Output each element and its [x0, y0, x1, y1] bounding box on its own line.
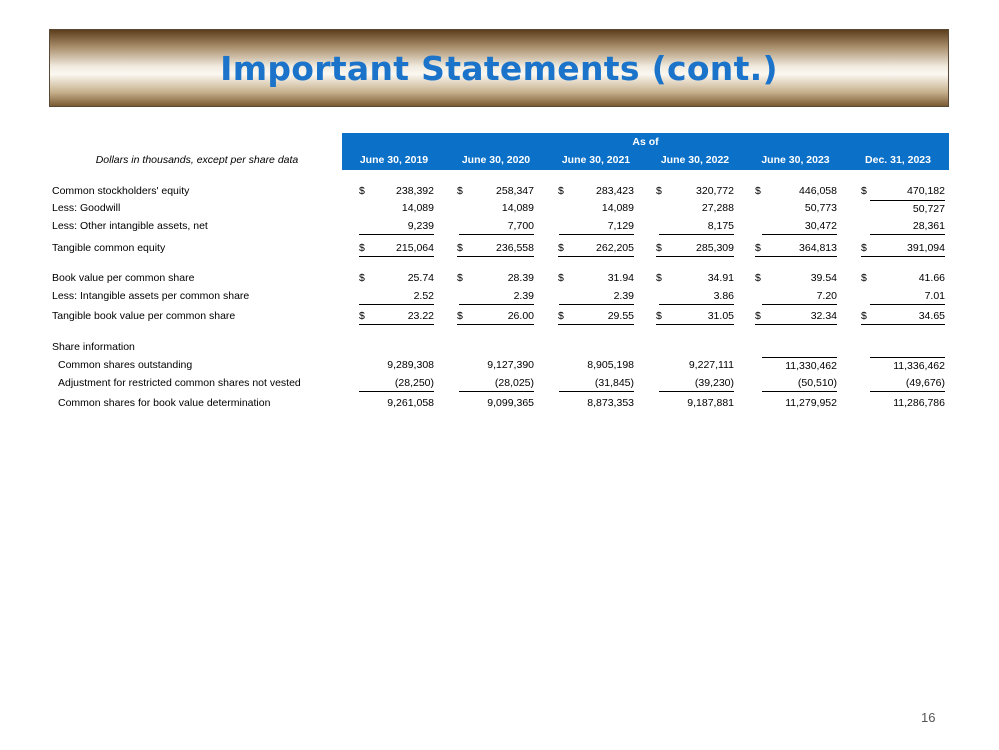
- table-cell: [559, 357, 634, 373]
- cell-value: 31.94: [607, 272, 634, 284]
- table-cell: [359, 308, 434, 325]
- equity-row: [52, 183, 949, 199]
- cell-value: 34.65: [918, 310, 945, 322]
- cell-value: 28,361: [912, 220, 945, 232]
- cell-value: 391,094: [907, 242, 945, 254]
- cell-value: 39.54: [810, 272, 837, 284]
- currency-symbol: $: [457, 242, 463, 254]
- currency-symbol: $: [861, 272, 867, 284]
- currency-symbol: $: [457, 272, 463, 284]
- column-header: June 30, 2023: [761, 154, 830, 166]
- currency-symbol: $: [457, 185, 463, 197]
- table-cell: [457, 183, 534, 199]
- table-cell: [359, 218, 434, 235]
- cell-value: (31,845): [594, 377, 634, 389]
- currency-symbol: $: [656, 310, 662, 322]
- cell-value: 29.55: [607, 310, 634, 322]
- tangible-book-value-row: [52, 308, 949, 324]
- table-cell: [359, 240, 434, 257]
- cell-value: 9,261,058: [387, 397, 434, 409]
- table-cell: [559, 395, 634, 411]
- cell-value: 25.74: [407, 272, 434, 284]
- currency-symbol: $: [861, 242, 867, 254]
- table-cell: [457, 308, 534, 325]
- table-cell: [459, 357, 534, 373]
- table-cell: [755, 183, 837, 199]
- table-cell: [558, 183, 634, 199]
- cell-value: 9,099,365: [487, 397, 534, 409]
- cell-value: 7,129: [607, 220, 634, 232]
- cell-value: 9,289,308: [387, 359, 434, 371]
- cell-value: 283,423: [596, 185, 634, 197]
- cell-value: 41.66: [918, 272, 945, 284]
- cell-value: 50,773: [804, 202, 837, 214]
- cell-value: 9,227,111: [688, 359, 734, 371]
- intangibles-per-share-row: [52, 288, 949, 304]
- row-label: Common stockholders' equity: [52, 185, 190, 197]
- table-cell: [459, 288, 534, 305]
- cell-value: (39,230): [694, 377, 734, 389]
- table-cell: [558, 240, 634, 257]
- table-cell: [558, 270, 634, 286]
- cell-value: 7.01: [924, 290, 945, 302]
- as-of-header: As of: [342, 133, 949, 150]
- table-cell: [459, 395, 534, 411]
- restricted-adjustment-row: [52, 375, 949, 391]
- table-cell: [861, 240, 945, 257]
- currency-symbol: $: [755, 272, 761, 284]
- cell-value: 27,288: [701, 202, 734, 214]
- table-cell: [870, 218, 945, 235]
- currency-symbol: $: [656, 242, 662, 254]
- currency-symbol: $: [359, 310, 365, 322]
- cell-value: 11,286,786: [893, 397, 945, 409]
- table-cell: [656, 270, 734, 286]
- cell-value: 26.00: [507, 310, 534, 322]
- currency-symbol: $: [457, 310, 463, 322]
- currency-symbol: $: [755, 310, 761, 322]
- table-cell: [559, 288, 634, 305]
- row-label: Less: Goodwill: [52, 202, 121, 214]
- table-cell: [659, 375, 734, 392]
- table-cell: [359, 288, 434, 305]
- table-cell: [659, 218, 734, 235]
- table-cell: [559, 200, 634, 216]
- table-cell: [659, 200, 734, 216]
- table-cell: [656, 240, 734, 257]
- table-cell: [659, 288, 734, 305]
- table-cell: [762, 357, 837, 374]
- table-cell: [861, 270, 945, 286]
- currency-symbol: $: [861, 310, 867, 322]
- cell-value: 50,727: [912, 203, 945, 215]
- goodwill-row: [52, 200, 949, 216]
- row-label: Common shares outstanding: [58, 359, 193, 371]
- currency-symbol: $: [359, 242, 365, 254]
- cell-value: 32.34: [810, 310, 837, 322]
- cell-value: 8,175: [707, 220, 734, 232]
- page-title: Important Statements (cont.): [220, 48, 778, 88]
- cell-value: 2.39: [513, 290, 534, 302]
- column-header: Dec. 31, 2023: [865, 154, 931, 166]
- table-cell: [762, 395, 837, 411]
- table-cell: [762, 218, 837, 235]
- cell-value: 3.86: [713, 290, 734, 302]
- cell-value: 9,239: [407, 220, 434, 232]
- table-cell: [359, 357, 434, 373]
- column-header: June 30, 2022: [660, 154, 730, 166]
- row-label: Tangible book value per common share: [52, 310, 236, 322]
- cell-value: 236,558: [496, 242, 534, 254]
- table-cell: [870, 357, 945, 374]
- row-label: Adjustment for restricted common shares not vested: [58, 377, 301, 389]
- row-label: Share information: [52, 341, 135, 353]
- row-label: Book value per common share: [52, 272, 195, 284]
- tangible-equity-row: [52, 240, 949, 256]
- table-cell: [762, 375, 837, 392]
- table-cell: [870, 375, 945, 392]
- column-headers: [342, 150, 949, 170]
- shares-outstanding-row: [52, 357, 949, 373]
- cell-value: 14,089: [401, 202, 434, 214]
- cell-value: 11,330,462: [785, 360, 837, 372]
- cell-value: 14,089: [601, 202, 634, 214]
- currency-symbol: $: [755, 242, 761, 254]
- row-label: Less: Other intangible assets, net: [52, 220, 208, 232]
- cell-value: 7.20: [816, 290, 837, 302]
- row-label: Less: Intangible assets per common share: [52, 290, 250, 302]
- table-cell: [762, 288, 837, 305]
- cell-value: 238,392: [396, 185, 434, 197]
- page-number: 16: [921, 710, 936, 725]
- cell-value: 8,905,198: [587, 359, 634, 371]
- cell-value: (49,676): [905, 377, 945, 389]
- cell-value: 320,772: [696, 185, 734, 197]
- other-intangibles-row: [52, 218, 949, 234]
- book-value-shares-row: [52, 395, 949, 411]
- table-cell: [656, 308, 734, 325]
- cell-value: 9,127,390: [487, 359, 534, 371]
- table-cell: [861, 183, 945, 199]
- cell-value: 285,309: [696, 242, 734, 254]
- cell-value: 2.39: [613, 290, 634, 302]
- cell-value: 34.91: [707, 272, 734, 284]
- cell-value: (28,250): [394, 377, 434, 389]
- table-cell: [659, 395, 734, 411]
- cell-value: 470,182: [907, 185, 945, 197]
- cell-value: 2.52: [413, 290, 434, 302]
- table-cell: [755, 270, 837, 286]
- column-header: June 30, 2019: [359, 154, 429, 166]
- table-cell: [359, 183, 434, 199]
- cell-value: 31.05: [707, 310, 734, 322]
- table-cell: [359, 375, 434, 392]
- row-label: Common shares for book value determination: [58, 397, 271, 409]
- table-cell: [861, 308, 945, 325]
- table-cell: [755, 308, 837, 325]
- table-cell: [459, 218, 534, 235]
- table-cell: [559, 375, 634, 392]
- cell-value: 23.22: [407, 310, 434, 322]
- table-cell: [457, 270, 534, 286]
- cell-value: 7,700: [507, 220, 534, 232]
- row-label: Tangible common equity: [52, 242, 166, 254]
- table-cell: [359, 270, 434, 286]
- table-cell: [656, 183, 734, 199]
- cell-value: 14,089: [501, 202, 534, 214]
- cell-value: 30,472: [804, 220, 837, 232]
- currency-symbol: $: [359, 272, 365, 284]
- currency-symbol: $: [755, 185, 761, 197]
- cell-value: 258,347: [496, 185, 534, 197]
- column-header: June 30, 2021: [561, 154, 631, 166]
- table-cell: [359, 395, 434, 411]
- book-value-row: [52, 270, 949, 286]
- share-info-row: [52, 339, 949, 355]
- column-header: June 30, 2020: [461, 154, 531, 166]
- table-cell: [558, 308, 634, 325]
- currency-symbol: $: [861, 185, 867, 197]
- cell-value: 8,873,353: [587, 397, 634, 409]
- cell-value: (28,025): [494, 377, 534, 389]
- cell-value: 215,064: [396, 242, 434, 254]
- table-cell: [457, 240, 534, 257]
- cell-value: 11,279,952: [785, 397, 837, 409]
- table-cell: [870, 200, 945, 217]
- currency-symbol: $: [558, 310, 564, 322]
- cell-value: (50,510): [797, 377, 837, 389]
- cell-value: 9,187,881: [687, 397, 734, 409]
- table-cell: [659, 357, 734, 373]
- currency-symbol: $: [359, 185, 365, 197]
- table-cell: [459, 375, 534, 392]
- table-cell: [559, 218, 634, 235]
- table-cell: [870, 395, 945, 411]
- table-cell: [459, 200, 534, 216]
- cell-value: 28.39: [507, 272, 534, 284]
- currency-symbol: $: [656, 272, 662, 284]
- currency-symbol: $: [558, 242, 564, 254]
- header-row: [52, 150, 949, 170]
- cell-value: 262,205: [596, 242, 634, 254]
- cell-value: 11,336,462: [893, 360, 945, 372]
- cell-value: 364,813: [799, 242, 837, 254]
- table-cell: [359, 200, 434, 216]
- table-cell: [870, 288, 945, 305]
- currency-symbol: $: [656, 185, 662, 197]
- table-cell: [762, 200, 837, 216]
- cell-value: 446,058: [799, 185, 837, 197]
- currency-symbol: $: [558, 185, 564, 197]
- currency-symbol: $: [558, 272, 564, 284]
- table-cell: [755, 240, 837, 257]
- units-note: Dollars in thousands, except per share data: [95, 154, 299, 166]
- title-banner: [49, 29, 949, 107]
